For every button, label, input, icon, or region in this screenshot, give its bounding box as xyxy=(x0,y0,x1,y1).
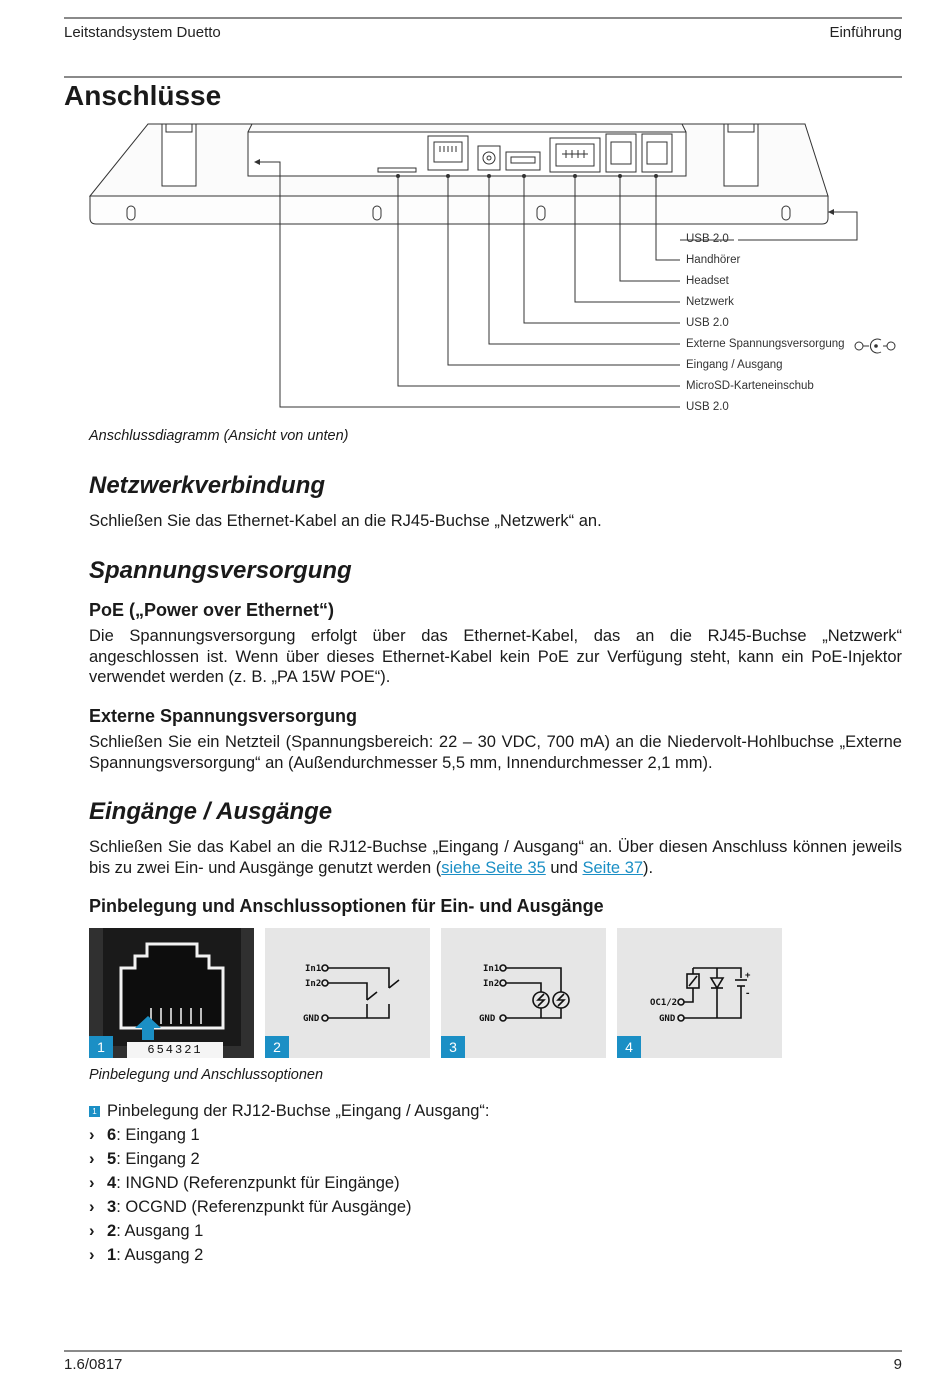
panel-number-4: 4 xyxy=(617,1036,641,1058)
chevron-right-icon: › xyxy=(89,1174,95,1192)
footer-version: 1.6/0817 xyxy=(64,1356,123,1373)
p4-minus-label: - xyxy=(745,989,751,999)
label-network: Netzwerk xyxy=(686,296,734,308)
rj12-jack-graphic xyxy=(89,928,254,1058)
p4-gnd-label: GND xyxy=(659,1014,676,1024)
p4-oc-label: OC1/2 xyxy=(650,998,678,1008)
relay-circuit xyxy=(617,928,782,1058)
pin-number-label: 654321 xyxy=(147,1043,203,1057)
heading-external-power: Externe Spannungsversorgung xyxy=(89,706,358,726)
external-power-text: Schließen Sie ein Netzteil (Spannungsbereich: 22 – 30 VDC, 700 mA) an die Niedervolt-Hohlbuchse „Externe Spannungsversorgung“ an (Außendurchmesser 5,5 mm, Innendurchmesser 2,1 mm). xyxy=(89,733,902,772)
chevron-right-icon: › xyxy=(89,1126,95,1144)
diagram-caption: Anschlussdiagramm (Ansicht von unten) xyxy=(89,428,349,444)
panel-opto-inputs xyxy=(441,928,606,1058)
header-section: Einführung xyxy=(829,24,902,41)
p3-in2-label: In2 xyxy=(483,979,500,989)
label-usb-2: USB 2.0 xyxy=(686,317,729,329)
heading-power: Spannungsversorgung xyxy=(89,557,352,584)
pin-list-intro: 1 Pinbelegung der RJ12-Buchse „Eingang / Ausgang“: xyxy=(89,1100,490,1122)
p4-plus-label: + xyxy=(745,971,751,981)
p3-in1-label: In1 xyxy=(483,964,500,974)
connection-diagram xyxy=(0,0,950,420)
chevron-right-icon: › xyxy=(89,1150,95,1168)
p3-gnd-label: GND xyxy=(479,1014,496,1024)
label-io: Eingang / Ausgang xyxy=(686,359,783,371)
link-page-35[interactable]: siehe Seite 35 xyxy=(441,858,546,877)
page-title: Anschlüsse xyxy=(64,80,222,111)
network-text: Schließen Sie das Ethernet-Kabel an die RJ45-Buchse „Netzwerk“ an. xyxy=(89,512,602,530)
panel-rj12-photo xyxy=(89,928,254,1058)
list-item: › 1: Ausgang 2 xyxy=(89,1246,204,1264)
opto-circuit xyxy=(441,928,606,1058)
panel-number-3: 3 xyxy=(441,1036,465,1058)
switch-circuit xyxy=(265,928,430,1058)
p2-gnd-label: GND xyxy=(303,1014,320,1024)
list-item: › 6: Eingang 1 xyxy=(89,1126,200,1144)
chevron-right-icon: › xyxy=(89,1246,95,1264)
link-page-37[interactable]: Seite 37 xyxy=(582,858,644,877)
panel-number-2: 2 xyxy=(265,1036,289,1058)
list-item: › 2: Ausgang 1 xyxy=(89,1222,204,1240)
list-item: › 4: INGND (Referenzpunkt für Eingänge) xyxy=(89,1174,400,1192)
list-item: › 5: Eingang 2 xyxy=(89,1150,200,1168)
list-item: › 3: OCGND (Referenzpunkt für Ausgänge) xyxy=(89,1198,412,1216)
heading-pin-assignment: Pinbelegung und Anschlussoptionen für Ein- und Ausgänge xyxy=(89,896,604,916)
footer-page-number: 9 xyxy=(893,1356,902,1373)
poe-text: Die Spannungsversorgung erfolgt über das Ethernet-Kabel, das an die RJ45-Buchse „Netzwerk“ angeschlossen ist. Wenn über dieses Ethernet-Kabel kein PoE zur Verfügung steht, kann ein PoE-Injektor verwendet werden (z. B. „PA 15W POE“). xyxy=(89,627,902,686)
heading-io: Eingänge / Ausgänge xyxy=(89,798,333,825)
footer-rule xyxy=(64,1350,902,1352)
label-headset: Headset xyxy=(686,275,729,287)
heading-network: Netzwerkverbindung xyxy=(89,472,326,499)
chevron-right-icon: › xyxy=(89,1222,95,1240)
p2-in2-label: In2 xyxy=(305,979,322,989)
chevron-right-icon: › xyxy=(89,1198,95,1216)
label-microsd: MicroSD-Karteneinschub xyxy=(686,380,814,392)
panel-relay-outputs xyxy=(617,928,782,1058)
label-usb-3: USB 2.0 xyxy=(686,401,729,413)
label-usb-1: USB 2.0 xyxy=(686,233,729,245)
heading-poe: PoE („Power over Ethernet“) xyxy=(89,600,335,620)
intro-number-badge: 1 xyxy=(89,1106,100,1117)
panel-number-1: 1 xyxy=(89,1036,113,1058)
panel-switch-inputs xyxy=(265,928,430,1058)
p2-in1-label: In1 xyxy=(305,964,322,974)
pin-caption: Pinbelegung und Anschlussoptionen xyxy=(89,1067,324,1083)
header-title: Leitstandsystem Duetto xyxy=(64,24,221,41)
io-text: Schließen Sie das Kabel an die RJ12-Buchse „Eingang / Ausgang“ an. Über diesen Anschluss können jeweils bis zu zwei Ein- und Ausgänge genutzt werden (siehe Seite 35 und Seite 37). xyxy=(89,838,902,877)
label-handset: Handhörer xyxy=(686,254,741,266)
label-external-power: Externe Spannungsversorgung xyxy=(686,338,845,350)
